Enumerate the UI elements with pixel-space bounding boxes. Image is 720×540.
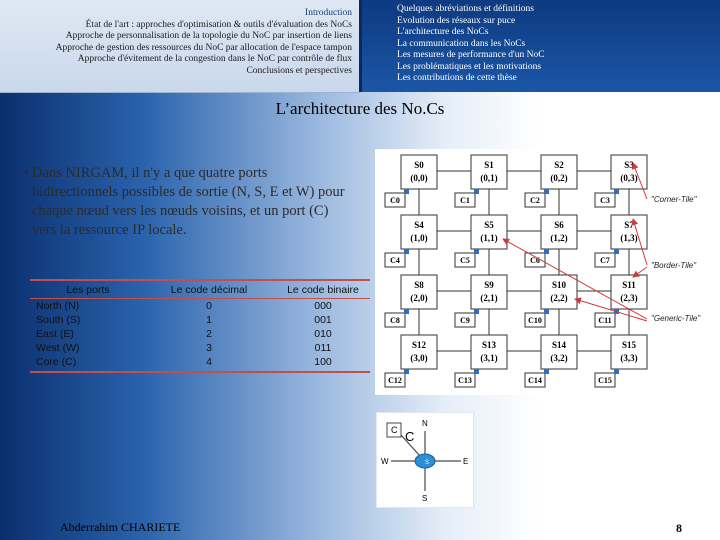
tile-type-label: "Border-Tile"	[651, 261, 697, 270]
mesh-diagram-svg	[375, 149, 702, 395]
switch-label: S3	[624, 160, 634, 170]
switch-coordinate: (2,0)	[410, 293, 428, 303]
router-label-core: C	[391, 425, 398, 435]
table-cell-port: West (W)	[36, 342, 80, 354]
nav-sub-item-abreviations[interactable]: Quelques abréviations et définitions	[397, 4, 534, 14]
router-label-west: W	[381, 457, 389, 466]
nav-sub-item-communication[interactable]: La communication dans les NoCs	[397, 38, 526, 49]
table-row	[30, 299, 370, 314]
switch-label: S9	[484, 280, 494, 290]
core-label: C3	[600, 196, 610, 205]
table-row	[30, 313, 370, 327]
table-header-row	[30, 280, 370, 299]
mesh-node	[525, 335, 577, 387]
table-row	[30, 355, 370, 372]
switch-coordinate: (3,0)	[410, 353, 428, 363]
table-cell-binary: 011	[314, 342, 332, 354]
port-marker	[474, 369, 479, 374]
port-marker	[474, 249, 479, 254]
core-label: C4	[390, 256, 400, 265]
ports-table	[30, 279, 370, 373]
mesh-node	[385, 155, 437, 207]
mesh-node	[595, 275, 647, 327]
core-label: C2	[530, 196, 540, 205]
port-marker	[404, 189, 409, 194]
switch-coordinate: (2,3)	[620, 293, 638, 303]
switch-label: S0	[414, 160, 424, 170]
table-cell-binary: 001	[314, 314, 332, 326]
port-marker	[544, 369, 549, 374]
switch-coordinate: (0,0)	[410, 173, 428, 183]
table-cell-binary: 000	[314, 300, 332, 312]
switch-coordinate: (1,1)	[480, 233, 498, 243]
nav-sub-item-architecture[interactable]: L'architecture des NoCs	[397, 27, 489, 37]
tile-type-label: "Corner-Tile"	[651, 195, 697, 204]
switch-label: S13	[481, 340, 497, 350]
switch-label: S4	[414, 220, 424, 230]
switch-label: S11	[622, 280, 636, 290]
router-label-south: S	[422, 494, 428, 503]
table-cell-decimal: 2	[206, 328, 212, 340]
port-marker	[404, 309, 409, 314]
port-marker	[614, 249, 619, 254]
port-marker	[404, 369, 409, 374]
switch-coordinate: (1,0)	[410, 233, 428, 243]
switch-coordinate: (0,1)	[480, 173, 498, 183]
mesh-node	[455, 275, 507, 327]
nav-item-ressources[interactable]: Approche de gestion des ressources du NoC par allocation de l'espace tampon	[55, 42, 352, 53]
core-label: C11	[598, 316, 612, 325]
nav-sub-item-evolution[interactable]: Evolution des réseaux sur puce	[397, 15, 516, 26]
mesh-node	[525, 275, 577, 327]
mesh-node	[385, 335, 437, 387]
page-number: 8	[676, 521, 682, 535]
switch-coordinate: (2,1)	[480, 293, 498, 303]
switch-coordinate: (1,2)	[550, 233, 568, 243]
nav-item-conclusions[interactable]: Conclusions et perspectives	[246, 65, 352, 76]
core-label: C15	[598, 376, 612, 385]
core-label: C12	[388, 376, 402, 385]
router-label-s-inner: S	[425, 460, 430, 466]
table-cell-port: Core (C)	[30, 355, 142, 372]
switch-label: S7	[624, 220, 634, 230]
bullet-paragraph	[24, 164, 352, 240]
switch-label: S5	[484, 220, 494, 230]
mesh-node	[595, 155, 647, 207]
core-label: C9	[460, 316, 470, 325]
switch-coordinate: (2,2)	[550, 293, 568, 303]
nav-sub-outline	[397, 4, 545, 85]
switch-label: S15	[621, 340, 637, 350]
core-label: C13	[458, 376, 472, 385]
nav-sub-item-contributions[interactable]: Les contributions de cette thèse	[397, 73, 517, 83]
core-label: C10	[528, 316, 542, 325]
switch-label: S10	[551, 280, 567, 290]
table-cell-decimal: 3	[206, 342, 212, 354]
mesh-node	[525, 155, 577, 207]
bullet-marker: •	[24, 165, 30, 181]
port-marker	[474, 309, 479, 314]
switch-label: S12	[411, 340, 427, 350]
mesh-node	[455, 215, 507, 267]
tile-type-label: "Generic-Tile"	[651, 314, 701, 323]
nav-sub-item-mesures[interactable]: Les mesures de performance d'un NoC	[397, 50, 545, 60]
table-row	[30, 327, 370, 341]
switch-coordinate: (3,1)	[480, 353, 498, 363]
nav-item-topologie[interactable]: Approche de personnalisation de la topologie du NoC par insertion de liens	[65, 31, 352, 41]
port-marker	[614, 369, 619, 374]
slide-title: L’architecture des No.Cs	[275, 99, 445, 118]
router-label-east: E	[463, 457, 469, 466]
nav-item-congestion[interactable]: Approche d'évitement de la congestion dans le NoC par contrôle de flux	[77, 54, 352, 64]
footer-author: Abderrahim CHARIETE	[60, 520, 181, 534]
port-marker	[404, 249, 409, 254]
switch-label: S1	[484, 160, 494, 170]
table-cell-decimal: 0	[206, 300, 212, 312]
nav-item-etat-de-lart[interactable]: État de l'art : approches d'optimisation & outils d'évaluation des NoCs	[85, 19, 352, 30]
switch-label: S2	[554, 160, 564, 170]
switch-coordinate: (3,3)	[620, 353, 638, 363]
core-label: C0	[390, 196, 400, 205]
table-header-ports: Les ports	[30, 280, 142, 299]
router-label-core-large: C	[405, 429, 415, 444]
ports-table-container	[30, 279, 370, 373]
port-marker	[544, 249, 549, 254]
table-cell-decimal: 4	[142, 355, 276, 372]
port-marker	[614, 189, 619, 194]
table-row	[30, 341, 370, 355]
switch-label: S8	[414, 280, 424, 290]
core-label: C8	[390, 316, 400, 325]
router-port-svg	[377, 413, 473, 507]
switch-coordinate: (1,3)	[620, 233, 638, 243]
nav-main-outline	[0, 8, 352, 77]
table-cell-port: North (N)	[36, 300, 80, 312]
mesh-node	[525, 215, 577, 267]
table-cell-port: South (S)	[36, 314, 81, 326]
header	[0, 0, 720, 92]
mesh-node	[385, 215, 437, 267]
core-label: C6	[530, 256, 540, 265]
mesh-node	[385, 275, 437, 327]
switch-label: S14	[551, 340, 567, 350]
nav-item-introduction[interactable]: Introduction	[305, 8, 352, 18]
core-label: C5	[460, 256, 470, 265]
core-label: C14	[528, 376, 542, 385]
switch-coordinate: (0,2)	[550, 173, 568, 183]
mesh-node	[595, 335, 647, 387]
switch-coordinate: (0,3)	[620, 173, 638, 183]
router-port-diagram	[376, 412, 474, 508]
core-label: C1	[460, 196, 470, 205]
mesh-node	[455, 155, 507, 207]
table-cell-decimal: 1	[206, 314, 212, 326]
table-header-binary: Le code binaire	[276, 280, 370, 299]
port-marker	[544, 309, 549, 314]
table-cell-binary: 100	[276, 355, 370, 372]
mesh-node	[455, 335, 507, 387]
switch-label: S6	[554, 220, 564, 230]
core-label: C7	[600, 256, 610, 265]
mesh-diagram	[375, 149, 702, 395]
header-divider	[359, 0, 362, 92]
table-header-decimal: Le code décimal	[142, 280, 276, 299]
switch-coordinate: (3,2)	[550, 353, 568, 363]
router-label-north: N	[422, 419, 428, 428]
table-cell-binary: 010	[314, 328, 332, 340]
nav-sub-item-problematiques[interactable]: Les problématiques et les motivations	[397, 61, 542, 72]
port-marker	[544, 189, 549, 194]
port-marker	[474, 189, 479, 194]
bullet-text: Dans NIRGAM, il n'y a que quatre ports bidirectionnels possibles de sortie (N, S, E et W) pour chaque nœud vers les nœuds voisins, et un port (C) vers la ressource IP locale.	[32, 165, 345, 238]
table-cell-port: East (E)	[36, 328, 74, 340]
